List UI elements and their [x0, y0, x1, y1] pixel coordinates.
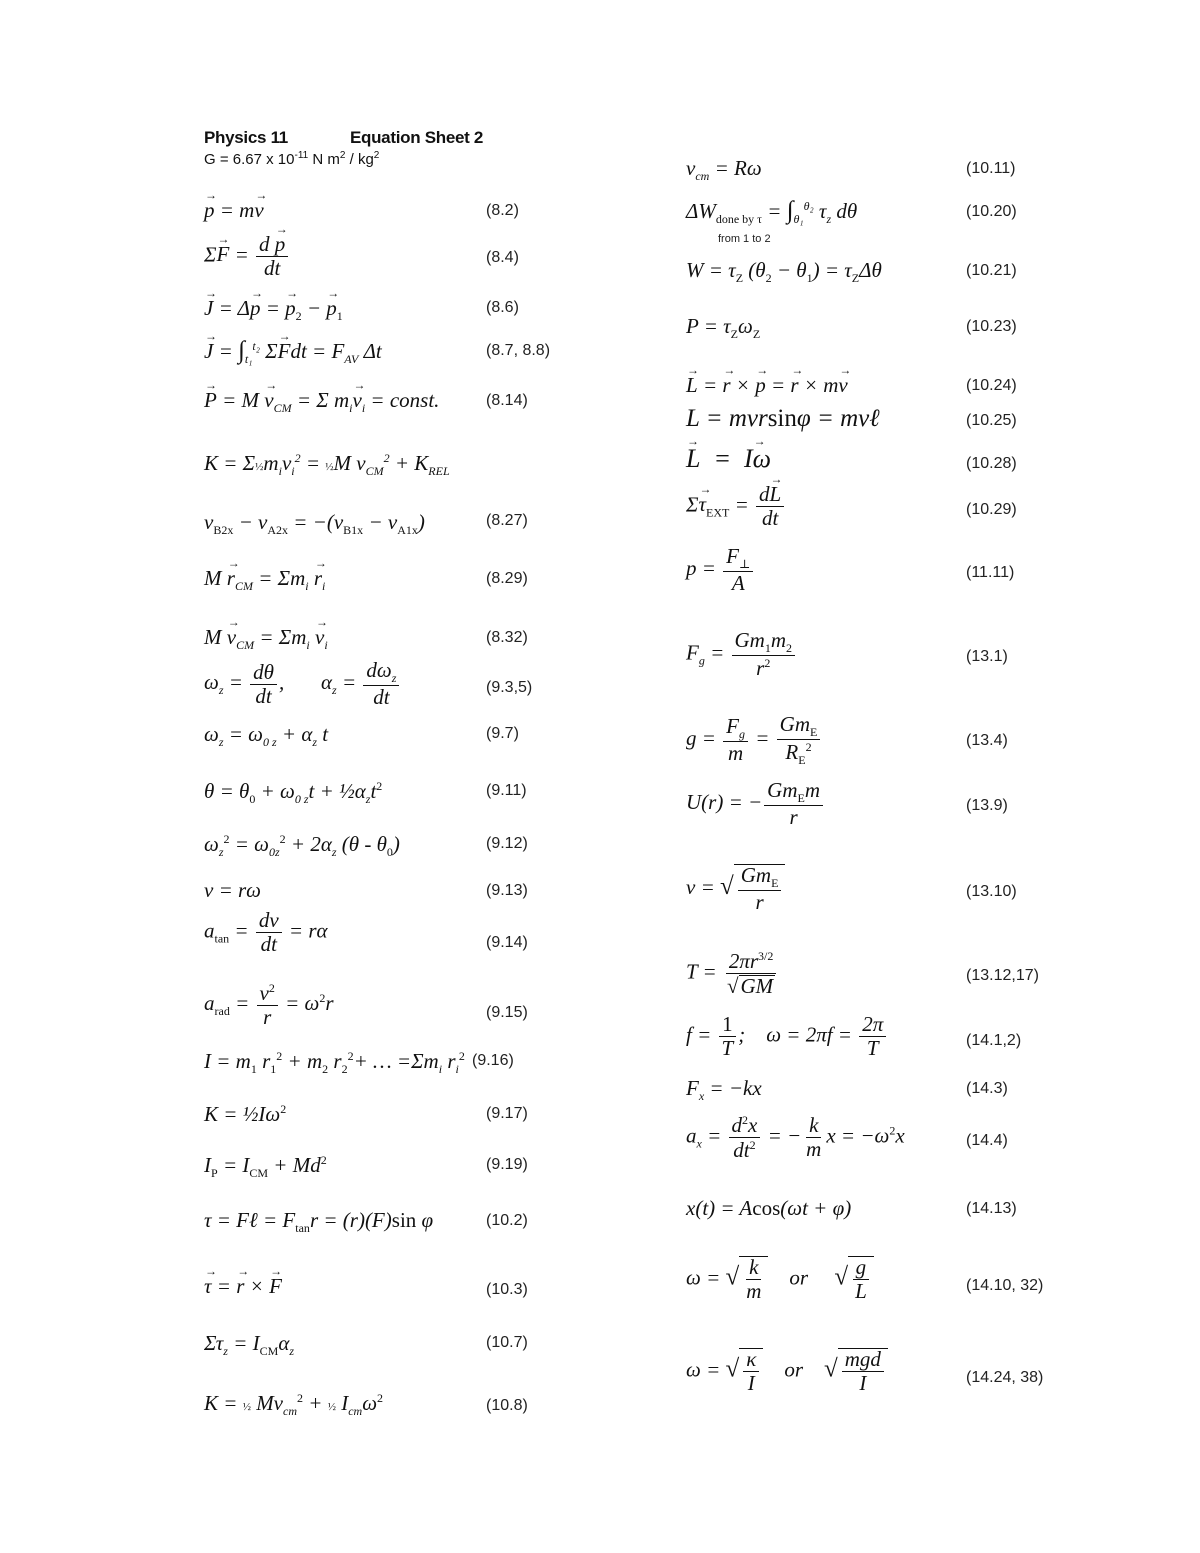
equation-elastic-collision: $v_{B2x} - v_{A2x} = -(v_{B1x} - v_{A1x})$ [204, 510, 425, 538]
equation-number: (13.1) [966, 648, 1008, 665]
equation-number: (14.4) [966, 1132, 1008, 1149]
equation-external-torque: $\Sigma\to \tau_{EXT}$ = $\frac{d\to L}{dt}$ [686, 484, 786, 529]
equation-impulse-integral: → $J = \int_{t_1}^{t_2}$ Σ→ Fdt = $F_{AV}$ Δt [204, 338, 382, 365]
equation-number: (9.14) [486, 934, 528, 951]
course-name: Physics 11 [204, 128, 288, 147]
equation-center-of-mass: $M \to r_{CM} = \Sigma m_i \to r_i$ [204, 568, 325, 592]
equation-number: (10.25) [966, 412, 1017, 429]
equation-gravitational-acceleration: g = $\frac{F_g}{m}$ = $\frac{Gm_E}{R_E^2}$ [686, 714, 822, 766]
equation-number: (9.12) [486, 835, 528, 852]
equation-tangential-acceleration: $a_{tan}$ = $\frac{dv}{dt}$ = rα [204, 908, 328, 956]
sheet-title [204, 128, 483, 148]
equation-number: (9.19) [486, 1156, 528, 1173]
equation-number: (8.2) [486, 202, 519, 219]
work-subscript-range: from 1 to 2 [718, 233, 771, 245]
equation-number: (14.1,2) [966, 1032, 1022, 1049]
equation-moment-of-inertia: $I = m_1$ $r_1^2 + m_2$ $r_2^2+$ … $=\Sigma m_i$ $r_i^2$ [204, 1049, 465, 1077]
gravitational-constant: G = 6.67 x $10^{-11}$ N $m^2 / kg^2$ [204, 150, 380, 168]
equation-total-momentum: → $P = M \to v_{CM} = \Sigma$ $m_i\to v_i$ = const. [204, 390, 439, 414]
equation-angular-velocity-squared: $\omega_z^2 = \omega_{0z}^2 + 2\alpha_z$ $(\theta - \theta_0)$ [204, 832, 400, 860]
equation-number: (9.13) [486, 882, 528, 899]
equation-angular-frequency-torsion-physical: ω = √ $\frac{\kappa}{I}$ or √ $\frac{\text{mgd}}{I}$ [686, 1348, 888, 1394]
equation-rolling-velocity: $v_{cm} = R\omega$ [686, 156, 762, 184]
equation-number: (8.7, 8.8) [486, 342, 551, 359]
equation-pressure: p = $\frac{F_\perp}{A}$ [686, 546, 755, 594]
equation-linear-speed: v = rω [204, 878, 261, 902]
equation-shm-acceleration: $a_x$ = $\frac{d^2x}{dt^2}$ = − $\frac{k}{m}$ $x = -\omega^2x$ [686, 1113, 905, 1162]
equation-gravitation: $F_g$ = $\frac{Gm_1m_2}{r^2}$ [686, 630, 797, 679]
equation-number: (8.29) [486, 570, 528, 587]
equation-number: (10.29) [966, 501, 1017, 518]
equation-frequency: f = $\frac{1}{T}$ ; ω = 2πf = $\frac{2\pi}{T}$ [686, 1014, 888, 1059]
equation-number: (10.20) [966, 203, 1017, 220]
equation-number: (13.9) [966, 797, 1008, 814]
equation-gravitational-potential-energy: U(r) = − $\frac{Gm_Em}{r}$ [686, 780, 825, 828]
equation-rolling-kinetic-energy: K = ½ $Mv_{cm}^2$ + ½ $I_{cm}\omega^2$ [204, 1391, 384, 1419]
equation-angular-position: $\theta = \theta_0 + \omega_{0 z}t$ + $\frac{1}{2}\alpha_zt^2$ [204, 779, 383, 807]
equation-number: (10.2) [486, 1212, 528, 1229]
equation-number: (10.28) [966, 455, 1017, 472]
equation-hookes-law: $F_x = -kx$ [686, 1076, 762, 1104]
equation-rotational-work: $W = \tau_Z$ $(\theta_2 - \theta_1) = \tau_Z\Delta\theta$ [686, 258, 882, 286]
equation-orbital-period: T = $\frac{2\pi r^{3/2}}{√GM}$ [686, 950, 780, 997]
equation-number: (14.10, 32) [966, 1277, 1044, 1294]
equation-number: (8.6) [486, 299, 519, 316]
equation-number: (9.7) [486, 725, 519, 742]
equation-torque-vector: → τ = → r × → F [204, 1276, 282, 1297]
equation-torque: τ = Fℓ = $F_{tan}r = (r)(F)\sin$ φ [204, 1208, 434, 1236]
equation-number: (8.4) [486, 249, 519, 266]
equation-number: (14.3) [966, 1080, 1008, 1097]
equation-number: (13.10) [966, 883, 1017, 900]
equation-radial-acceleration: $a_{rad}$ = $\frac{v^2}{r}$ = $\omega^2r$ [204, 981, 334, 1029]
equation-number: (9.3,5) [486, 679, 533, 696]
equation-number: (10.23) [966, 318, 1017, 335]
equation-kinetic-energy-system: $K = \Sigma\frac{1}{2}m_iv_i^2$ = ½M $v_{CM}^2 + K_{REL}$ [204, 451, 450, 479]
equation-number: (13.12,17) [966, 967, 1039, 984]
equation-number: (9.15) [486, 1004, 528, 1021]
equation-parallel-axis: $I_P = I_{CM} + Md^2$ [204, 1153, 327, 1181]
equation-rotational-power: $P = \tau_Z\omega_Z$ [686, 314, 761, 342]
sheet-name: Equation Sheet 2 [349, 128, 484, 147]
equation-number: (10.7) [486, 1334, 528, 1351]
equation-angular-momentum-magnitude: L = mvrsinφ = mvℓ [686, 405, 880, 432]
equation-number: (14.13) [966, 1200, 1017, 1217]
equation-number: (14.24, 38) [966, 1369, 1044, 1386]
equation-momentum: → p = m→ v [204, 200, 264, 221]
equation-number: (10.3) [486, 1281, 528, 1298]
equation-number: (11.11) [966, 564, 1015, 581]
equation-angular-momentum-inertia: → L = I→ ω [686, 446, 771, 472]
equation-orbital-speed: v = √ $\frac{Gm_E}{r}$ [686, 864, 785, 913]
equation-number: (9.17) [486, 1105, 528, 1122]
equation-number: (8.14) [486, 392, 528, 409]
equation-angular-velocity-acceleration: $\omega_z$ = $\frac{d\theta}{dt}$ , $\alpha_z$ = $\frac{d\omega_z}{dt}$ [204, 660, 401, 708]
equation-rotational-work-integral: $\Delta W_{done by \tau} = \int_{\theta_1}^{\theta_2}$ $\tau_z$ dθ [686, 197, 858, 227]
equation-angular-velocity-time: $\omega_z = \omega_{0 z} + \alpha_z$ t [204, 722, 329, 750]
equation-number: (10.11) [966, 160, 1016, 177]
equation-net-force: Σ→ F = $\frac{d \to p}{dt}$ [204, 234, 290, 279]
equation-angular-frequency-spring-pendulum: ω = √ $\frac{k}{m}$ or √ $\frac{g}{L}$ [686, 1256, 874, 1302]
equation-net-torque: $\Sigma\tau_z = I_{CM}\alpha_z$ [204, 1331, 295, 1359]
equation-number: (13.4) [966, 732, 1008, 749]
equation-number: (10.21) [966, 262, 1017, 279]
equation-number: (8.27) [486, 512, 528, 529]
sheet-header [204, 128, 483, 168]
equation-impulse: → J = Δ→ p = → $p_2$ − → $p_1$ [204, 298, 343, 322]
equation-rotational-kinetic-energy: $K = \frac{1}{2}I\omega^2$ [204, 1102, 287, 1126]
equation-number: (10.8) [486, 1397, 528, 1414]
equation-center-of-mass-velocity: $M \to v_{CM} = \Sigma m_i \to v_i$ [204, 627, 328, 651]
equation-number: (9.16) [472, 1052, 514, 1069]
equation-number: (10.24) [966, 377, 1017, 394]
equation-shm-position: x(t) = Acos(ωt + φ) [686, 1196, 852, 1220]
equation-number: (8.32) [486, 629, 528, 646]
equation-angular-momentum-vector: → L = → r × → p = → r × m→ v [686, 375, 848, 396]
equation-number: (9.11) [486, 782, 527, 799]
